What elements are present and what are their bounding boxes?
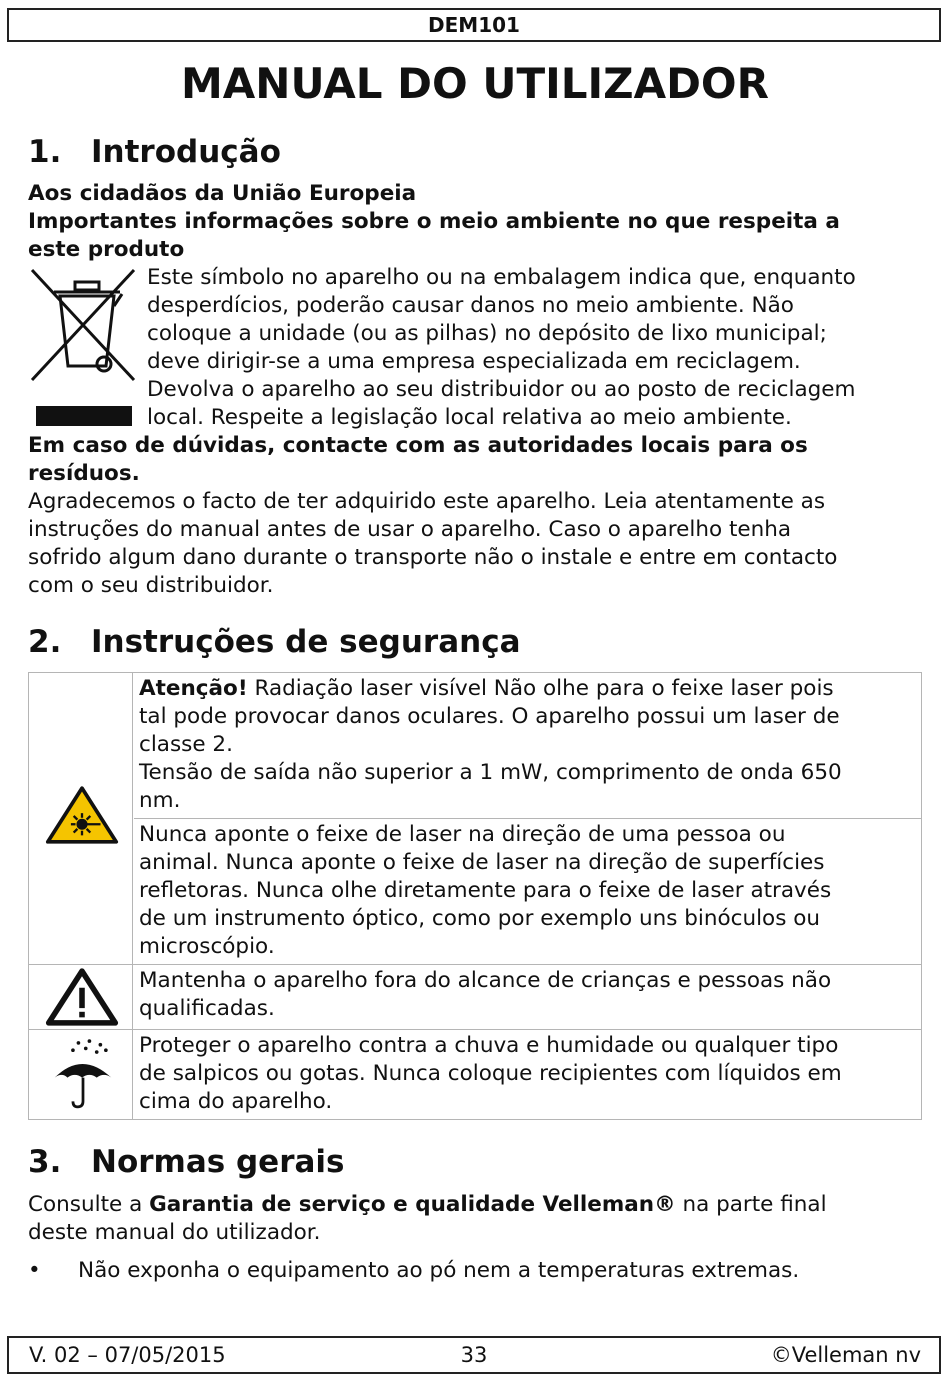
- thanks-paragraph-line: sofrido algum dano durante o transporte não o instale e entre em contacto: [28, 545, 838, 570]
- weee-line: Devolva o aparelho ao seu distribuidor ou ao posto de reciclagem: [147, 377, 856, 402]
- umbrella-rain-icon: [51, 1036, 115, 1112]
- children-warning-line: qualificadas.: [139, 996, 275, 1021]
- weee-line: local. Respeite a legislação local relativa ao meio ambiente.: [147, 405, 792, 430]
- section-3-heading: [28, 1142, 345, 1182]
- laser-pointing-line: animal. Nunca aponte o feixe de laser na direção de superfícies: [139, 850, 825, 875]
- laser-pointing-line: microscópio.: [139, 934, 275, 959]
- version-date: V. 02 – 07/05/2015: [29, 1343, 226, 1367]
- weee-line: desperdícios, poderão causar danos no meio ambiente. Não: [147, 293, 794, 318]
- laser-warning-line: classe 2.: [139, 732, 233, 757]
- section-1-number: 1.: [28, 134, 62, 170]
- crossed-out-wheelie-bin-icon: [30, 266, 136, 428]
- children-warning-cell: [134, 965, 921, 1029]
- moisture-warning-cell: [134, 1030, 921, 1119]
- laser-icon-cell: [29, 673, 133, 964]
- weee-line: deve dirigir-se a uma empresa especializada em reciclagem.: [147, 349, 801, 374]
- moisture-warning-line: de salpicos ou gotas. Nunca coloque recipientes com líquidos em: [139, 1061, 842, 1086]
- section-3-title: Normas gerais: [91, 1144, 345, 1180]
- attention-label: Atenção!: [139, 676, 248, 701]
- rain-icon-cell: [29, 1030, 133, 1119]
- doubts-contact-line2: resíduos.: [28, 461, 140, 486]
- laser-warning-line: tal pode provocar danos oculares. O aparelho possui um laser de: [139, 704, 840, 729]
- laser-pointing-line: Nunca aponte o feixe de laser na direção de uma pessoa ou: [139, 822, 786, 847]
- laser-pointing-line: refletoras. Nunca olhe diretamente para o feixe de laser através: [139, 878, 832, 903]
- section-3-number: 3.: [28, 1144, 62, 1180]
- laser-warning-icon: [45, 785, 119, 845]
- laser-pointing-cell: [134, 819, 921, 964]
- warranty-reference-line2: deste manual do utilizador.: [28, 1220, 321, 1245]
- laser-warning-cell: [134, 673, 921, 818]
- model-number: DEM101: [428, 13, 520, 37]
- warranty-reference-line1: [28, 1191, 928, 1219]
- environment-info-heading-line1: Importantes informações sobre o meio ambiente no que respeita a: [28, 209, 840, 234]
- moisture-warning-line: cima do aparelho.: [139, 1089, 333, 1114]
- copyright: ©Velleman nv: [770, 1343, 921, 1367]
- caution-icon-cell: [29, 965, 133, 1029]
- section-2-heading: [28, 622, 521, 662]
- page-footer: [7, 1336, 941, 1374]
- section-1-heading: [28, 132, 281, 172]
- warranty-link-text: Garantia de serviço e qualidade Velleman®: [149, 1192, 676, 1217]
- weee-disposal-text: [147, 264, 937, 432]
- eu-citizens-heading: Aos cidadãos da União Europeia: [28, 181, 417, 206]
- section-2-title: Instruções de segurança: [91, 624, 521, 660]
- document-title: MANUAL DO UTILIZADOR: [181, 59, 769, 108]
- laser-warning-line: Tensão de saída não superior a 1 mW, comprimento de onda 650: [139, 760, 842, 785]
- warranty-post-text: na parte final: [675, 1192, 827, 1217]
- warranty-pre-text: Consulte a: [28, 1192, 150, 1217]
- bullet-text: Não exponha o equipamento ao pó nem a temperaturas extremas.: [78, 1258, 800, 1283]
- thanks-paragraph-line: instruções do manual antes de usar o aparelho. Caso o aparelho tenha: [28, 517, 792, 542]
- children-warning-line: Mantenha o aparelho fora do alcance de crianças e pessoas não: [139, 968, 832, 993]
- safety-instructions-table: [28, 672, 922, 1120]
- environment-info-heading-line2: este produto: [28, 237, 185, 262]
- page-header: [7, 8, 941, 42]
- thanks-paragraph-line: Agradecemos o facto de ter adquirido este aparelho. Leia atentamente as: [28, 489, 826, 514]
- section-2-number: 2.: [28, 624, 62, 660]
- laser-pointing-line: de um instrumento óptico, como por exemplo uns binóculos ou: [139, 906, 821, 931]
- laser-warning-first-line: [139, 675, 921, 703]
- weee-line: coloque a unidade (ou as pilhas) no depósito de lixo municipal;: [147, 321, 827, 346]
- thanks-paragraph-line: com o seu distribuidor.: [28, 573, 274, 598]
- weee-line: Este símbolo no aparelho ou na embalagem indica que, enquanto: [147, 265, 856, 290]
- bullet-symbol: •: [28, 1258, 41, 1283]
- moisture-warning-line: Proteger o aparelho contra a chuva e humidade ou qualquer tipo: [139, 1033, 839, 1058]
- doubts-contact-line1: Em caso de dúvidas, contacte com as autoridades locais para os: [28, 433, 808, 458]
- laser-warning-text: Radiação laser visível Não olhe para o feixe laser pois: [247, 676, 834, 701]
- page-number: 33: [460, 1343, 488, 1367]
- section-1-title: Introdução: [91, 134, 281, 170]
- exclamation-warning-icon: [45, 967, 119, 1027]
- laser-warning-line: nm.: [139, 788, 181, 813]
